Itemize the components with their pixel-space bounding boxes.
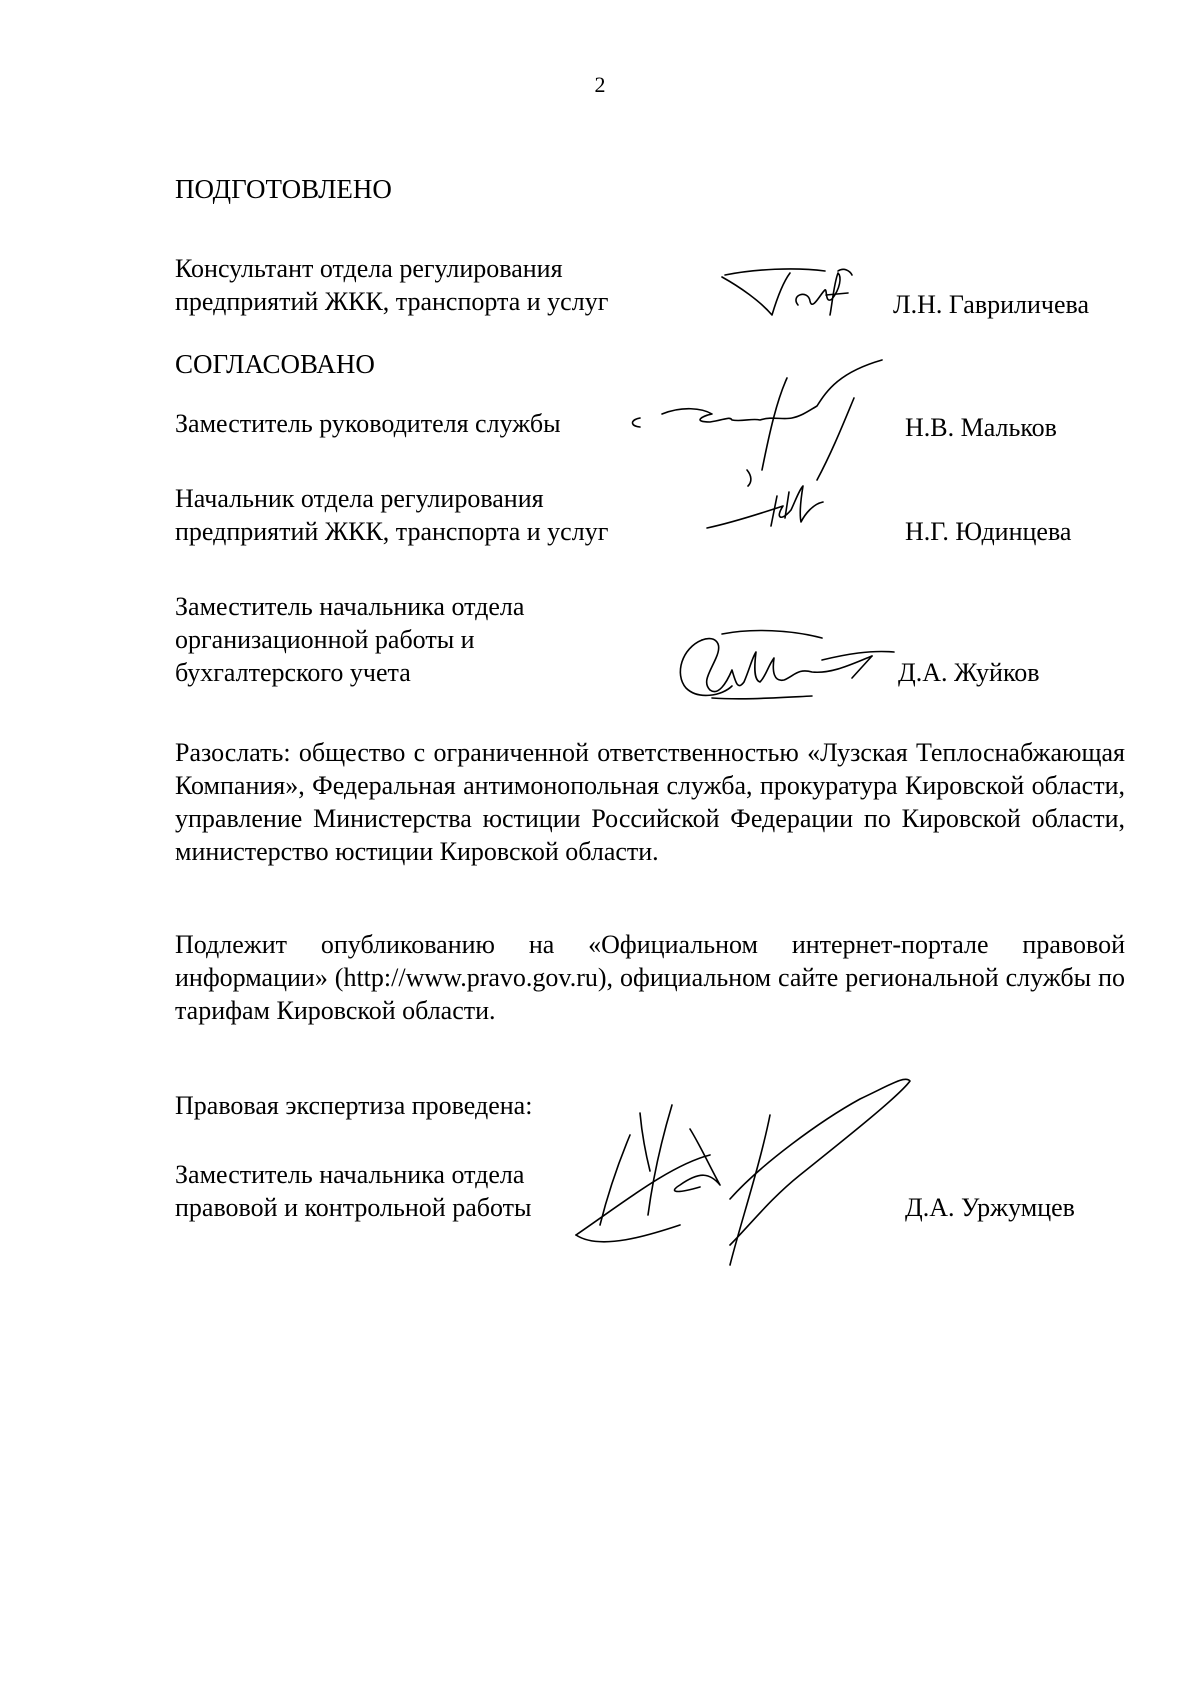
legal-review-position-line2: правовой и контрольной работы (175, 1193, 532, 1222)
agreed-signer-3-position-line2: организационной работы и (175, 625, 475, 654)
agreed-signer-2-position-line1: Начальник отдела регулирования (175, 484, 544, 513)
agreed-signer-1-position: Заместитель руководителя службы (175, 409, 561, 438)
agreed-signer-2-position-line2: предприятий ЖКК, транспорта и услуг (175, 517, 609, 546)
agreed-signer-3-position-line3: бухгалтерского учета (175, 658, 411, 687)
legal-review-heading: Правовая экспертиза проведена: (175, 1091, 533, 1120)
signature-gavrilicheva (720, 265, 865, 330)
signature-zhuykov (672, 628, 900, 708)
signature-malkov (612, 360, 892, 490)
agreed-signer-3-name: Д.А. Жуйков (898, 658, 1040, 687)
prepared-position-line1: Консультант отдела регулирования (175, 254, 563, 283)
prepared-position-line2: предприятий ЖКК, транспорта и услуг (175, 287, 609, 316)
prepared-heading: ПОДГОТОВЛЕНО (175, 174, 392, 204)
page-number: 2 (594, 72, 606, 97)
agreed-signer-1-name: Н.В. Мальков (905, 413, 1057, 442)
legal-review-signer-name: Д.А. Уржумцев (905, 1193, 1075, 1222)
signature-urzhumtsev (560, 1075, 960, 1275)
legal-review-position-line1: Заместитель начальника отдела (175, 1160, 525, 1189)
agreed-signer-3-position-line1: Заместитель начальника отдела (175, 592, 525, 621)
prepared-signer-name: Л.Н. Гавриличева (893, 290, 1090, 319)
agreed-signer-2-name: Н.Г. Юдинцева (905, 517, 1072, 546)
publication-paragraph: Подлежит опубликованию на «Официальном интернет-портале правовой информации» (http://www.pravo.gov.ru), официальном сайте региональной службы по тарифам Кировской области. (175, 930, 1125, 1025)
signature-yudintseva (705, 482, 835, 532)
distribution-paragraph: Разослать: общество с ограниченной ответственностью «Лузская Теплоснабжающая Компания», Федеральная антимонопольная служба, прокуратура Кировской области, управление Министерства юстиции Российской Федерации по Кировской области, министерство юстиции Кировской области. (175, 738, 1125, 866)
agreed-heading: СОГЛАСОВАНО (175, 349, 375, 379)
